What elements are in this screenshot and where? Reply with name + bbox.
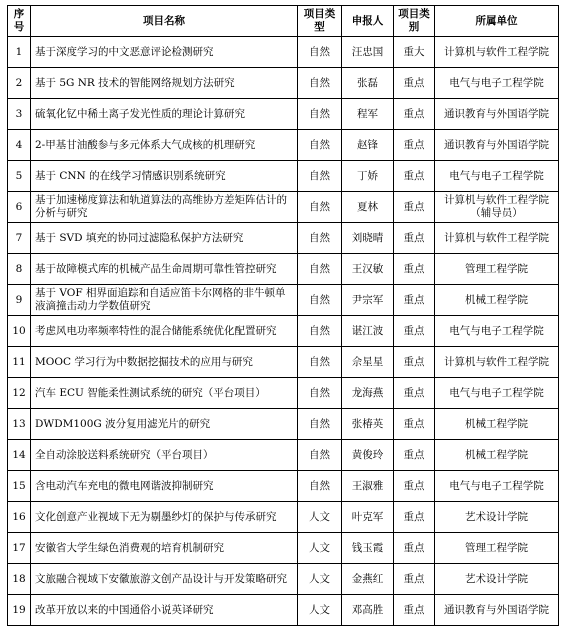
cell-no: 13 <box>8 409 31 440</box>
cell-category: 重点 <box>394 564 435 595</box>
cell-applicant: 丁娇 <box>342 161 394 192</box>
header-no: 序号 <box>8 6 31 37</box>
cell-no: 15 <box>8 471 31 502</box>
header-type: 项目类型 <box>298 6 342 37</box>
cell-type: 自然 <box>298 254 342 285</box>
cell-unit: 管理工程学院 <box>435 533 559 564</box>
cell-unit: 电气与电子工程学院 <box>435 471 559 502</box>
cell-name: 基于 VOF 相界面追踪和自适应笛卡尔网格的非牛顿单液滴撞击动力学数值研究 <box>31 285 298 316</box>
table-row <box>8 502 559 533</box>
cell-applicant: 龙海燕 <box>342 378 394 409</box>
table-row <box>8 285 559 316</box>
cell-no: 4 <box>8 130 31 161</box>
cell-unit: 艺术设计学院 <box>435 564 559 595</box>
cell-category: 重大 <box>394 37 435 68</box>
cell-unit: 通识教育与外国语学院 <box>435 99 559 130</box>
cell-no: 12 <box>8 378 31 409</box>
cell-type: 自然 <box>298 223 342 254</box>
cell-type: 自然 <box>298 378 342 409</box>
table-row <box>8 595 559 626</box>
cell-type: 人文 <box>298 533 342 564</box>
cell-unit: 计算机与软件工程学院 <box>435 223 559 254</box>
cell-unit: 管理工程学院 <box>435 254 559 285</box>
table-row <box>8 223 559 254</box>
cell-type: 自然 <box>298 409 342 440</box>
cell-type: 自然 <box>298 471 342 502</box>
header-name: 项目名称 <box>31 6 298 37</box>
cell-name: 基于 SVD 填充的协同过滤隐私保护方法研究 <box>31 223 298 254</box>
cell-no: 8 <box>8 254 31 285</box>
header-applicant: 申报人 <box>342 6 394 37</box>
cell-name: 基于加速梯度算法和轨道算法的高维协方差矩阵估计的分析与研究 <box>31 192 298 223</box>
cell-category: 重点 <box>394 378 435 409</box>
cell-category: 重点 <box>394 347 435 378</box>
cell-unit: 机械工程学院 <box>435 440 559 471</box>
cell-name: 基于深度学习的中文恶意评论检测研究 <box>31 37 298 68</box>
table-row <box>8 254 559 285</box>
cell-name: 含电动汽车充电的微电网谐波抑制研究 <box>31 471 298 502</box>
cell-category: 重点 <box>394 130 435 161</box>
cell-applicant: 黄俊玲 <box>342 440 394 471</box>
header-row <box>8 6 559 37</box>
cell-type: 自然 <box>298 316 342 347</box>
table-row <box>8 37 559 68</box>
cell-type: 自然 <box>298 68 342 99</box>
cell-unit: 机械工程学院 <box>435 285 559 316</box>
cell-applicant: 夏林 <box>342 192 394 223</box>
cell-applicant: 邓高胜 <box>342 595 394 626</box>
cell-type: 自然 <box>298 347 342 378</box>
cell-category: 重点 <box>394 99 435 130</box>
cell-no: 10 <box>8 316 31 347</box>
cell-category: 重点 <box>394 595 435 626</box>
cell-applicant: 钱玉霞 <box>342 533 394 564</box>
cell-unit: 电气与电子工程学院 <box>435 378 559 409</box>
cell-no: 6 <box>8 192 31 223</box>
cell-applicant: 佘星星 <box>342 347 394 378</box>
cell-no: 14 <box>8 440 31 471</box>
cell-category: 重点 <box>394 440 435 471</box>
cell-type: 人文 <box>298 595 342 626</box>
cell-unit: 计算机与软件工程学院（辅导员） <box>435 192 559 223</box>
cell-no: 7 <box>8 223 31 254</box>
cell-category: 重点 <box>394 223 435 254</box>
cell-unit: 通识教育与外国语学院 <box>435 130 559 161</box>
cell-applicant: 金燕红 <box>342 564 394 595</box>
table-row <box>8 409 559 440</box>
cell-name: DWDM100G 波分复用滤光片的研究 <box>31 409 298 440</box>
cell-name: 文旅融合视域下安徽旅游文创产品设计与开发策略研究 <box>31 564 298 595</box>
cell-no: 3 <box>8 99 31 130</box>
cell-name: 安徽省大学生绿色消费观的培育机制研究 <box>31 533 298 564</box>
cell-unit: 艺术设计学院 <box>435 502 559 533</box>
table-row <box>8 564 559 595</box>
cell-applicant: 王淑雅 <box>342 471 394 502</box>
table-row <box>8 347 559 378</box>
cell-no: 18 <box>8 564 31 595</box>
cell-name: 改革开放以来的中国通俗小说英译研究 <box>31 595 298 626</box>
table-row <box>8 99 559 130</box>
cell-type: 自然 <box>298 161 342 192</box>
table-row <box>8 471 559 502</box>
cell-name: 基于 5G NR 技术的智能网络规划方法研究 <box>31 68 298 99</box>
header-category: 项目类别 <box>394 6 435 37</box>
header-unit: 所属单位 <box>435 6 559 37</box>
cell-applicant: 尹宗军 <box>342 285 394 316</box>
table-row <box>8 130 559 161</box>
cell-no: 11 <box>8 347 31 378</box>
cell-applicant: 张磊 <box>342 68 394 99</box>
cell-name: 2-甲基甘油酸参与多元体系大气成核的机理研究 <box>31 130 298 161</box>
cell-name: 考虑风电功率频率特性的混合储能系统优化配置研究 <box>31 316 298 347</box>
cell-category: 重点 <box>394 254 435 285</box>
cell-no: 16 <box>8 502 31 533</box>
cell-name: 硫氧化钇中稀土离子发光性质的理论计算研究 <box>31 99 298 130</box>
cell-type: 人文 <box>298 502 342 533</box>
cell-category: 重点 <box>394 316 435 347</box>
cell-no: 17 <box>8 533 31 564</box>
cell-name: 基于 CNN 的在线学习情感识别系统研究 <box>31 161 298 192</box>
cell-applicant: 张椿英 <box>342 409 394 440</box>
cell-type: 自然 <box>298 130 342 161</box>
table-row <box>8 192 559 223</box>
cell-applicant: 谌江波 <box>342 316 394 347</box>
cell-no: 9 <box>8 285 31 316</box>
table-row <box>8 161 559 192</box>
cell-applicant: 汪忠国 <box>342 37 394 68</box>
cell-applicant: 王汉敏 <box>342 254 394 285</box>
cell-category: 重点 <box>394 161 435 192</box>
cell-applicant: 叶克军 <box>342 502 394 533</box>
cell-type: 自然 <box>298 192 342 223</box>
cell-category: 重点 <box>394 471 435 502</box>
cell-name: 汽车 ECU 智能柔性测试系统的研究（平台项目） <box>31 378 298 409</box>
table-row <box>8 533 559 564</box>
cell-category: 重点 <box>394 502 435 533</box>
cell-name: 基于故障模式库的机械产品生命周期可靠性管控研究 <box>31 254 298 285</box>
cell-category: 重点 <box>394 68 435 99</box>
cell-type: 自然 <box>298 440 342 471</box>
cell-name: MOOC 学习行为中数据挖掘技术的应用与研究 <box>31 347 298 378</box>
cell-unit: 电气与电子工程学院 <box>435 161 559 192</box>
cell-no: 19 <box>8 595 31 626</box>
cell-category: 重点 <box>394 192 435 223</box>
cell-name: 全自动涂胶送料系统研究（平台项目） <box>31 440 298 471</box>
cell-unit: 计算机与软件工程学院 <box>435 37 559 68</box>
cell-unit: 通识教育与外国语学院 <box>435 595 559 626</box>
cell-unit: 机械工程学院 <box>435 409 559 440</box>
cell-type: 自然 <box>298 37 342 68</box>
cell-applicant: 赵锋 <box>342 130 394 161</box>
cell-unit: 电气与电子工程学院 <box>435 316 559 347</box>
cell-applicant: 程军 <box>342 99 394 130</box>
table-row <box>8 316 559 347</box>
cell-category: 重点 <box>394 285 435 316</box>
cell-applicant: 刘晓晴 <box>342 223 394 254</box>
cell-no: 1 <box>8 37 31 68</box>
cell-type: 人文 <box>298 564 342 595</box>
cell-unit: 计算机与软件工程学院 <box>435 347 559 378</box>
cell-type: 自然 <box>298 285 342 316</box>
cell-category: 重点 <box>394 409 435 440</box>
cell-no: 5 <box>8 161 31 192</box>
table-row <box>8 440 559 471</box>
cell-type: 自然 <box>298 99 342 130</box>
cell-category: 重点 <box>394 533 435 564</box>
cell-no: 2 <box>8 68 31 99</box>
cell-name: 文化创意产业视域下无为剔墨纱灯的保护与传承研究 <box>31 502 298 533</box>
table-row <box>8 68 559 99</box>
project-table <box>7 5 559 626</box>
cell-unit: 电气与电子工程学院 <box>435 68 559 99</box>
table-row <box>8 378 559 409</box>
